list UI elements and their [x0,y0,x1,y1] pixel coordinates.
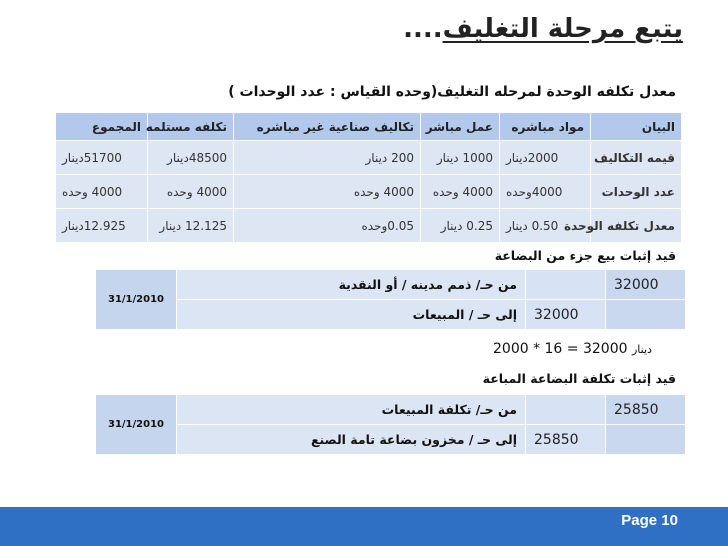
footer-bar [0,507,728,546]
table-cell: 4000 وحده [56,175,148,209]
credit-account: إلى حـ / مخزون بضاعة تامة الصنع [177,425,526,455]
table-cell: 0.25 دينار [421,209,500,243]
table-cell: 12.925دينار [56,209,148,243]
entry-date: 31/1/2010 [96,395,177,455]
journal-credit-row [96,300,686,330]
calculation-text: 2000 * 16 = 32000 [493,341,628,357]
title-text: يتبع مرحلة التغليف [442,14,683,44]
credit-column-empty [526,270,606,300]
debit-column-empty [606,300,686,330]
header-cell: تكلفه مستلمه [148,113,234,141]
debit-amount: 25850 [606,395,686,425]
credit-amount: 32000 [526,300,606,330]
debit-account: من حـ/ ذمم مدينه / أو النقدية [177,270,526,300]
journal-debit-row [96,270,686,300]
credit-amount: 25850 [526,425,606,455]
header-cell: البيان [591,113,682,141]
table-cell: 12.125 دينار [148,209,234,243]
table-header-row [56,113,682,141]
table-cell: 4000وحده [500,175,591,209]
table-row [56,141,682,175]
row-label: معدل تكلفه الوحدة [591,209,682,243]
debit-column-empty [606,425,686,455]
debit-account: من حـ/ تكلفة المبيعات [177,395,526,425]
table-cell: 4000 وحده [148,175,234,209]
journal2-label: قيد إثبات تكلفة البضاعة المباعة [482,371,676,386]
cost-table-caption: معدل تكلفه الوحدة لمرحله التغليف(وحده القياس : عدد الوحدات ) [228,84,676,100]
credit-account: إلى حـ / المبيعات [177,300,526,330]
title-dots: .... [403,14,443,44]
header-cell: المجموع [56,113,148,141]
table-cell: 2000دينار [500,141,591,175]
cogs-journal-entry [95,394,686,455]
table-cell: 4000 وحده [234,175,421,209]
debit-amount: 32000 [606,270,686,300]
table-cell: 4000 وحده [421,175,500,209]
sales-calculation [493,341,652,357]
table-cell: 0.50 دينار [500,209,591,243]
sale-journal-entry [95,269,686,330]
table-cell: 1000 دينار [421,141,500,175]
row-label: عدد الوحدات [591,175,682,209]
credit-column-empty [526,395,606,425]
header-cell: تكاليف صناعية غير مباشره [234,113,421,141]
page-number: Page 10 [621,512,678,529]
table-cell: 51700دينار [56,141,148,175]
entry-date: 31/1/2010 [96,270,177,330]
table-row [56,175,682,209]
journal1-label: قيد إثبات بيع جزء من البضاعة [494,248,676,263]
row-label: قيمه التكاليف [591,141,682,175]
journal-credit-row [96,425,686,455]
table-cell: 48500دينار [148,141,234,175]
table-row [56,209,682,243]
unit-cost-table [55,112,682,243]
slide-title [403,14,683,44]
table-cell: 200 دينار [234,141,421,175]
header-cell: مواد مباشره [500,113,591,141]
journal-debit-row [96,395,686,425]
table-cell: 0.05وحده [234,209,421,243]
calculation-unit: دينار [631,343,652,356]
header-cell: عمل مباشر [421,113,500,141]
